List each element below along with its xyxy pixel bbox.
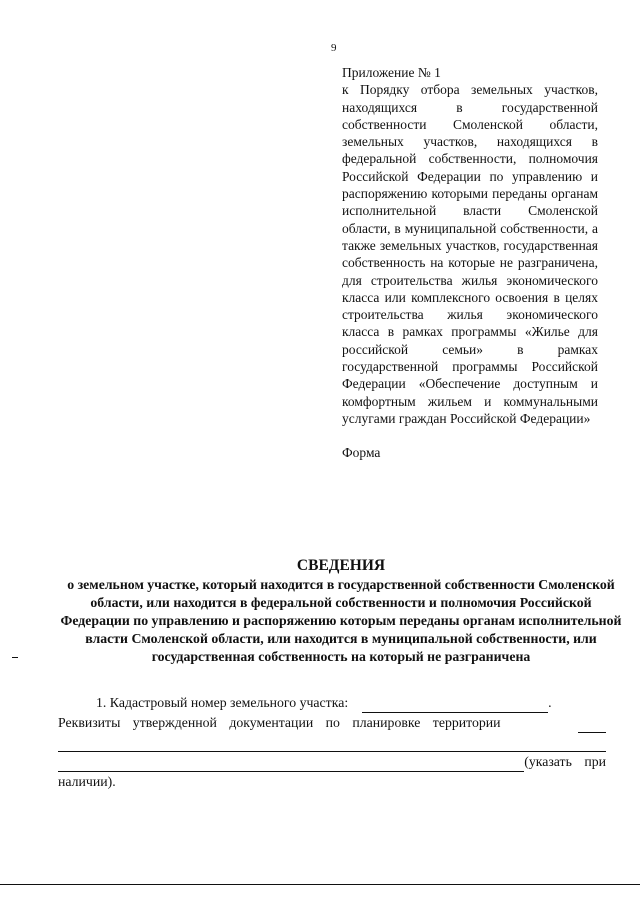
document-subtitle: о земельном участке, который находится в государственной собственности Смоленской области, или находится в федеральной собственности и полномочия Российской Федерации по управлению и распоряжению которым переданы органам исполнительной власти Смоленской области, или находится в муниципальной собственности, или государственная собственность на который не разграничена [60,577,622,664]
appendix-body: к Порядку отбора земельных участков, находящихся в государственной собственности Смоленской области, земельных участков, находящихся в федеральной собственности, полномочия Российской Федерации по управлению и распоряжению которыми переданы органам исполнительной власти Смоленской области, в муниципальной собственности, а также земельных участков, государственная собственность на которые не разграничена, для строительства жилья экономического класса или комплексного освоения в целях строительства жилья экономического класса в рамках программы «Жилье для российской семьи» в рамках государственной программы Российской Федерации «Обеспечение доступным и комфортным жильем и коммунальными услугами граждан Российской Федерации» [342,82,598,426]
appendix-heading: Приложение № 1 [342,65,441,80]
document-title: СВЕДЕНИЯ [296,557,386,574]
planning-docs-row [58,713,606,733]
note-suffix: (указать при [524,754,606,769]
planning-docs-label: Реквизиты утвержденной документации по планировке территории [58,715,501,730]
form-label: Форма [342,445,381,461]
planning-docs-field-start[interactable] [578,718,606,733]
planning-docs-field-line[interactable] [58,733,606,752]
cadastral-number-label: 1. Кадастровый номер земельного участка: [96,695,349,710]
cadastral-number-field[interactable] [362,698,548,713]
cadastral-number-row [58,693,606,713]
note-continuation: наличии). [58,774,116,789]
planning-docs-field-end-row [58,752,606,772]
footer-rule [0,884,640,885]
margin-mark [12,657,18,658]
cadastral-number-period: . [548,695,552,710]
appendix-block [342,64,598,462]
planning-docs-field-end[interactable] [58,757,524,772]
document-title-block [58,556,624,666]
form-fields [58,693,606,792]
page-number: 9 [331,42,337,54]
